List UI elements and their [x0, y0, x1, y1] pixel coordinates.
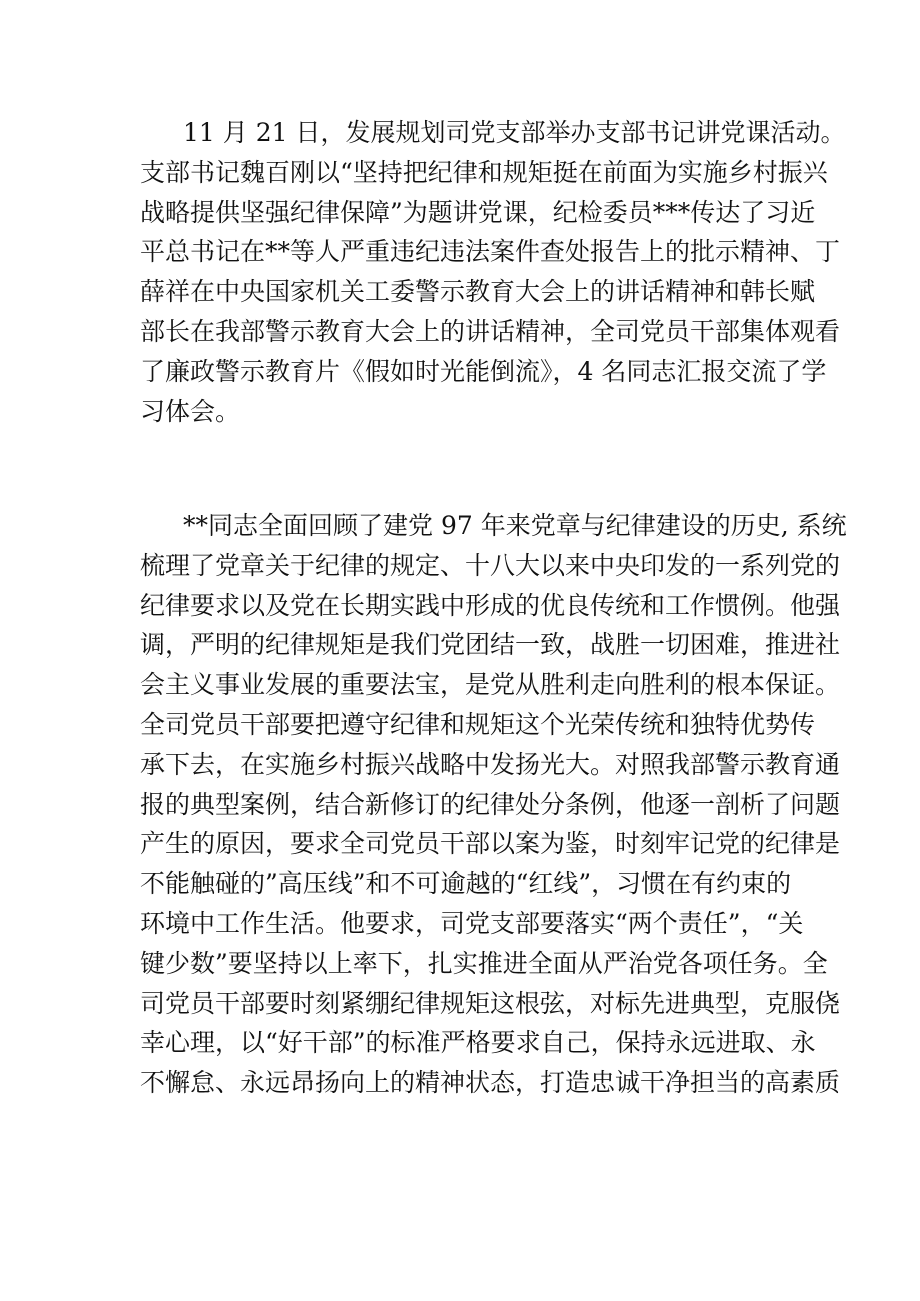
text-line: 产生的原因，要求全司党员干部以案为鉴，时刻牢记党的纪律是	[140, 829, 841, 859]
text-line: 支部书记魏百刚以“坚持把纪律和规矩挺在前面为实施乡村振兴	[140, 157, 828, 187]
text-line: 11 月 21 日，发展规划司党支部举办支部书记讲党课活动。	[183, 118, 846, 147]
text-line: 部长在我部警示教育大会上的讲话精神，全司党员干部集体观看	[140, 316, 841, 346]
text-line: 纪律要求以及党在长期实践中形成的优良传统和工作惯例。他强	[140, 590, 841, 620]
paragraph-activity-report	[140, 113, 846, 431]
text-line: 战略提供坚强纪律保障”为题讲党课，纪检委员***传达了习近	[140, 197, 816, 227]
text-line: 梳理了党章关于纪律的规定、十八大以来中央印发的一系列党的	[140, 550, 841, 580]
text-line: 了廉政警示教育片《假如时光能倒流》，4 名同志汇报交流了学	[140, 356, 827, 386]
text-line: 不懈怠、永远昂扬向上的精神状态，打造忠诚干净担当的高素质	[140, 1068, 841, 1098]
text-line: 平总书记在**等人严重违纪违法案件查处报告上的批示精神、丁	[140, 237, 841, 267]
paragraph-lecture-summary	[140, 506, 847, 1103]
text-line: 环境中工作生活。他要求，司党支部要落实“两个责任”，“关	[140, 908, 804, 938]
text-line: 全司党员干部要把遵守纪律和规矩这个光荣传统和独特优势传	[140, 709, 816, 739]
text-line: 习体会。	[140, 396, 241, 426]
text-line: 薛祥在中央国家机关工委警示教育大会上的讲话精神和韩长赋	[140, 277, 816, 307]
text-line: 司党员干部要时刻紧绷纪律规矩这根弦，对标先进典型，克服侥	[140, 988, 841, 1018]
text-line: 调，严明的纪律规矩是我们党团结一致，战胜一切困难，推进社	[140, 630, 841, 660]
text-line: 不能触碰的”高压线”和不可逾越的“红线”，习惯在有约束的	[140, 869, 792, 899]
text-line: 报的典型案例，结合新修订的纪律处分条例，他逐一剖析了问题	[140, 789, 841, 819]
text-line: 幸心理，以“好干部”的标准严格要求自己，保持永远进取、永	[140, 1028, 816, 1058]
text-line: **同志全面回顾了建党 97 年来党章与纪律建设的历史, 系统	[183, 511, 847, 540]
text-line: 键少数”要坚持以上率下，扎实推进全面从严治党各项任务。全	[140, 948, 828, 978]
text-line: 会主义事业发展的重要法宝，是党从胜利走向胜利的根本保证。	[140, 670, 841, 700]
text-line: 承下去，在实施乡村振兴战略中发扬光大。对照我部警示教育通	[140, 749, 841, 779]
